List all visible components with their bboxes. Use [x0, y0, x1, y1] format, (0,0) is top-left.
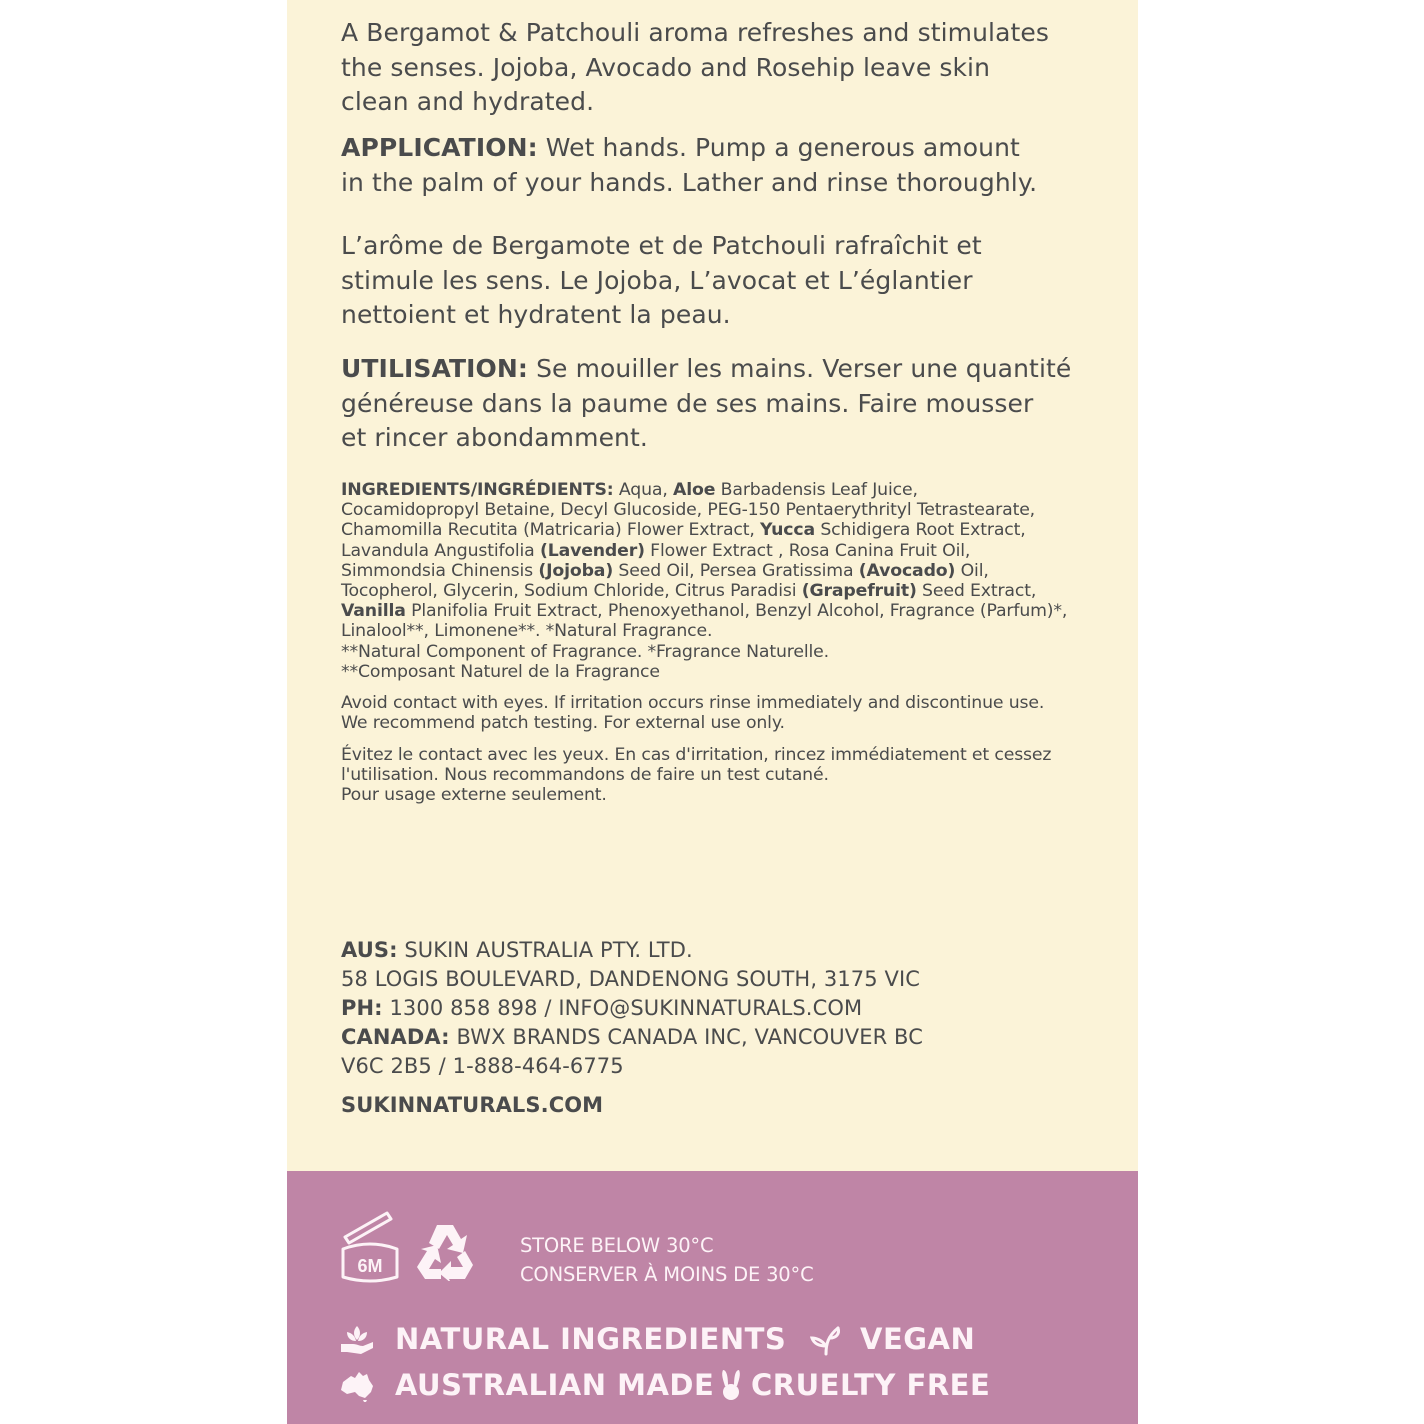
address-label: CANADA:: [341, 1025, 450, 1049]
leaf-hand-icon: [339, 1322, 375, 1356]
application-line: [341, 352, 1121, 387]
ingredient-highlight: (Grapefruit): [801, 581, 917, 602]
badge-label: NATURAL INGREDIENTS: [395, 1322, 787, 1356]
ingredients-line: [341, 520, 1121, 540]
application-line: [341, 131, 1121, 166]
description-line: clean and hydrated.: [341, 87, 595, 116]
ingredients-line: [341, 581, 1121, 601]
application-line: in the palm of your hands. Lather and rinse thoroughly.: [341, 167, 1038, 197]
application-french: [341, 352, 1121, 456]
application-line: et rincer abondamment.: [341, 423, 648, 452]
badge-label: AUSTRALIAN MADE: [395, 1368, 715, 1402]
ingredients-line: Linalool**, Limonene**. *Natural Fragrance.: [341, 621, 713, 642]
ingredient-text: Schidigera Root Extract,: [815, 520, 1026, 541]
product-label: [287, 0, 1138, 1424]
storage-french: CONSERVER À MOINS DE 30°C: [520, 1262, 814, 1286]
warning-french: [341, 745, 1121, 806]
ingredient-text: Tocopherol, Glycerin, Sodium Chloride, Citrus Paradisi: [341, 581, 802, 602]
description-line: stimule les sens. Le Jojoba, L’avocat et L’églantier: [341, 265, 973, 295]
description-line: nettoient et hydratent la peau.: [341, 300, 731, 329]
ingredient-text: Seed Oil, Persea Gratissima: [613, 560, 859, 581]
address-line: [341, 1023, 1121, 1052]
storage-english: STORE BELOW 30°C: [520, 1234, 714, 1257]
ingredient-highlight: Vanilla: [341, 601, 406, 622]
application-english: [341, 131, 1121, 200]
badge-label: CRUELTY FREE: [751, 1368, 991, 1402]
australia-map-icon: [339, 1368, 375, 1402]
ingredients-line: **Composant Naturel de la Fragrance: [341, 661, 660, 682]
ingredients-label: INGREDIENTS/INGRÉDIENTS:: [341, 480, 614, 500]
storage-instructions: [520, 1232, 813, 1289]
address-value: 1300 858 898 / INFO@SUKINNATURALS.COM: [382, 996, 863, 1020]
warning-line: l'utilisation. Nous recommandons de faire un test cutané.: [341, 765, 829, 786]
ingredient-text: Aqua,: [613, 480, 674, 500]
ingredient-highlight: (Avocado): [858, 560, 956, 581]
ingredients-line: [341, 561, 1121, 581]
description-line: the senses. Jojoba, Avocado and Rosehip leave skin: [341, 52, 991, 82]
website-url: SUKINNATURALS.COM: [341, 1093, 604, 1117]
ingredient-highlight: Yucca: [760, 520, 816, 541]
warning-line: Avoid contact with eyes. If irritation occurs rinse immediately and discontinue use.: [341, 693, 1045, 713]
ingredients-line: Cocamidopropyl Betaine, Decyl Glucoside, PEG-150 Pentaerythrityl Tetrastearate,: [341, 500, 1036, 521]
description-english: [341, 16, 1121, 120]
description-french: [341, 229, 1121, 333]
pao-label: 6M: [357, 1256, 383, 1276]
ingredient-text: Lavandula Angustifolia: [341, 540, 540, 561]
application-label: APPLICATION:: [341, 133, 538, 162]
badge-label: VEGAN: [860, 1322, 976, 1356]
application-line: généreuse dans la paume de ses mains. Faire mousser: [341, 388, 1034, 418]
badge-natural-ingredients: [339, 1322, 786, 1356]
badge-australian-made: [339, 1368, 714, 1402]
address-label: AUS:: [341, 938, 398, 962]
ingredients-line: **Natural Component of Fragrance. *Fragrance Naturelle.: [341, 641, 829, 662]
sprout-icon: [810, 1322, 846, 1356]
address-line: [341, 936, 1121, 965]
badge-cruelty-free: [719, 1368, 990, 1402]
ingredients-line: [341, 541, 1121, 561]
ingredients-line: [341, 601, 1121, 621]
address-label: PH:: [341, 996, 383, 1020]
application-text: Wet hands. Pump a generous amount: [537, 133, 1020, 162]
ingredient-highlight: (Jojoba): [538, 560, 614, 581]
warning-english: [341, 693, 1121, 733]
ingredient-highlight: (Lavender): [539, 540, 645, 561]
ingredient-text: Planifolia Fruit Extract, Phenoxyethanol, Benzyl Alcohol, Fragrance (Parfum)*,: [405, 601, 1068, 622]
ingredient-text: Oil,: [955, 560, 989, 581]
ingredient-text: Barbadensis Leaf Juice,: [715, 480, 918, 500]
company-address: [341, 936, 1121, 1081]
ingredients-line: [341, 480, 1121, 500]
ingredient-text: Flower Extract , Rosa Canina Fruit Oil,: [644, 540, 971, 561]
warning-line: We recommend patch testing. For external use only.: [341, 713, 785, 734]
ingredient-text: Simmondsia Chinensis: [341, 560, 539, 581]
warning-line: Pour usage externe seulement.: [341, 785, 607, 806]
application-text: Se mouiller les mains. Verser une quantité: [528, 354, 1072, 383]
description-line: A Bergamot & Patchouli aroma refreshes and stimulates: [341, 18, 1050, 47]
warning-line: Évitez le contact avec les yeux. En cas d'irritation, rincez immédiatement et cessez: [341, 745, 1052, 765]
ingredient-text: Seed Extract,: [916, 581, 1037, 602]
address-line: V6C 2B5 / 1-888-464-6775: [341, 1054, 624, 1078]
address-value: BWX BRANDS CANADA INC, VANCOUVER BC: [449, 1025, 923, 1049]
description-line: L’arôme de Bergamote et de Patchouli rafraîchit et: [341, 231, 982, 260]
application-label: UTILISATION:: [341, 354, 529, 383]
bunny-icon: [719, 1368, 743, 1402]
open-jar-icon: [339, 1209, 401, 1283]
badge-vegan: [810, 1322, 975, 1356]
ingredient-text: Chamomilla Recutita (Matricaria) Flower Extract,: [341, 520, 761, 541]
footer-band: [287, 1171, 1138, 1424]
address-line: [341, 994, 1121, 1023]
ingredient-highlight: Aloe: [673, 480, 716, 500]
address-line: 58 LOGIS BOULEVARD, DANDENONG SOUTH, 3175 VIC: [341, 967, 921, 991]
address-value: SUKIN AUSTRALIA PTY. LTD.: [397, 938, 693, 962]
ingredients-list: [341, 480, 1121, 682]
recycle-icon: [413, 1221, 477, 1281]
